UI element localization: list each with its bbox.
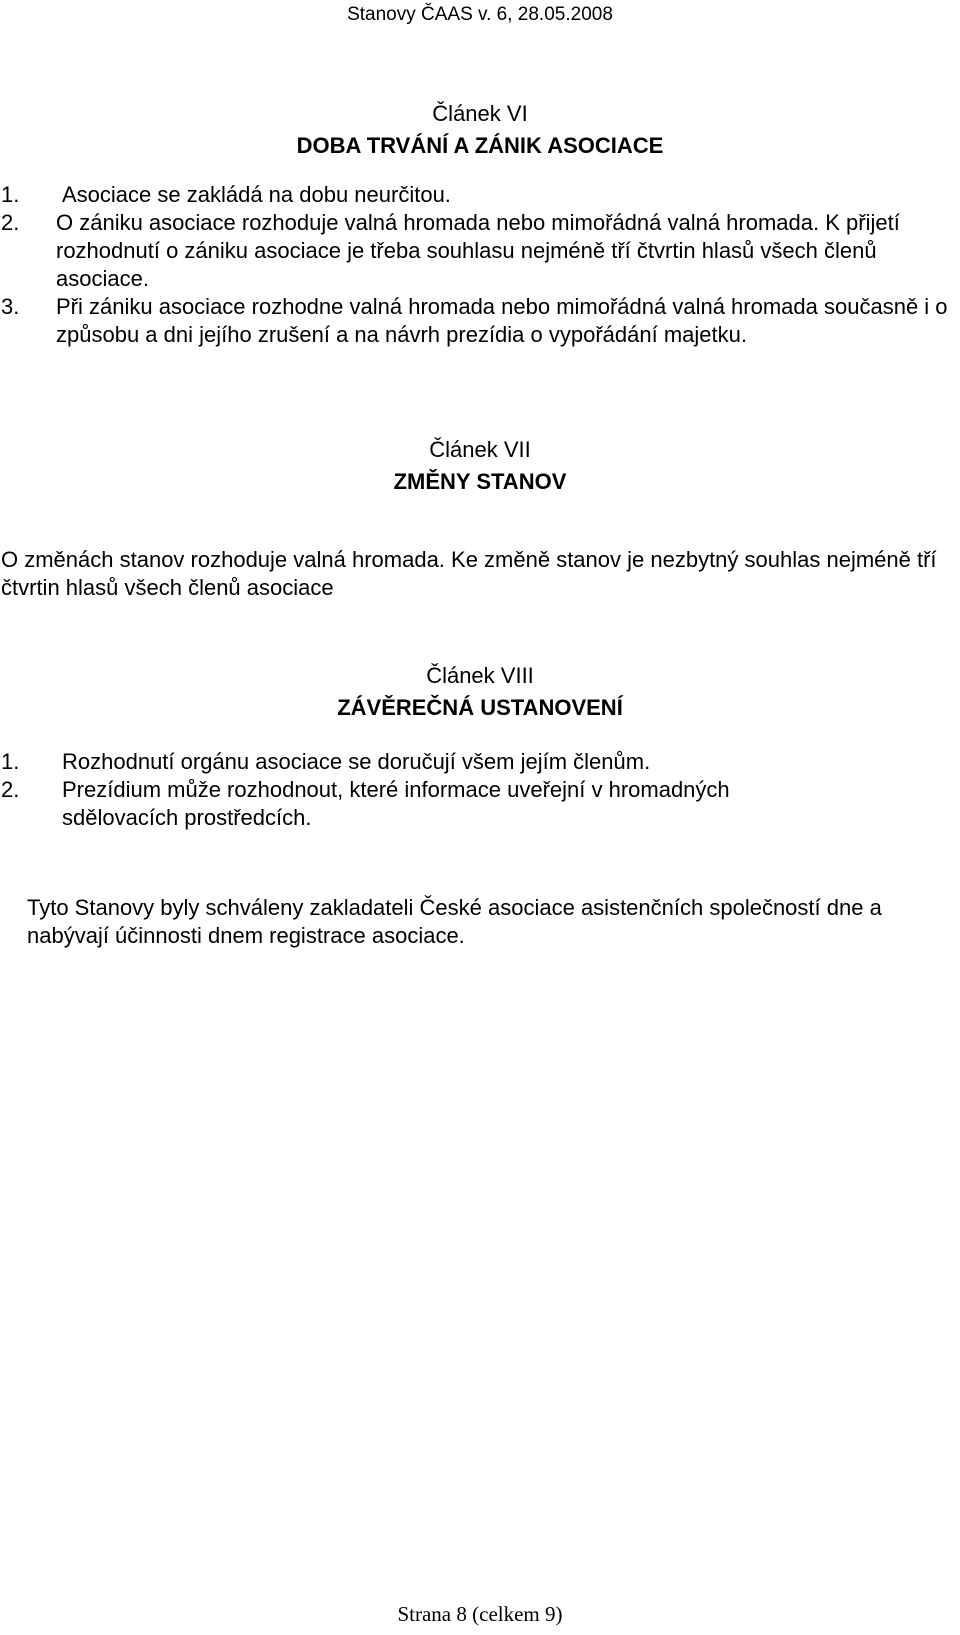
list-item-text: Asociace se zakládá na dobu neurčitou. <box>62 182 451 207</box>
list-item-text: Při zániku asociace rozhodne valná hromada nebo mimořádná valná hromada současně i o způsobu a dni jejího zrušení a na návrh prezídia o vypořádání majetku. <box>56 294 948 347</box>
page-header: Stanovy ČAAS v. 6, 28.05.2008 <box>347 4 613 25</box>
article-8-number: Článek VIII <box>426 663 534 688</box>
article-6-list <box>0 181 958 349</box>
article-7-text: O změnách stanov rozhoduje valná hromada. Ke změně stanov je nezbytný souhlas nejméně tří čtvrtin hlasů všech členů asociace <box>1 547 937 600</box>
article-7-number: Článek VII <box>429 437 531 462</box>
list-item-number: 1. <box>1 749 20 774</box>
article-8-title: ZÁVĚREČNÁ USTANOVENÍ <box>337 695 623 720</box>
list-item <box>0 181 958 209</box>
list-item <box>0 209 958 293</box>
article-8-list <box>0 748 958 832</box>
list-item-text: O zániku asociace rozhoduje valná hromada nebo mimořádná valná hromada. K přijetí rozhodnutí o zániku asociace je třeba souhlasu nejméně tří čtvrtin hlasů všech členů asociace. <box>56 210 900 291</box>
article-7-title: ZMĚNY STANOV <box>393 469 567 494</box>
list-item-number: 3. <box>1 294 20 319</box>
list-item-number: 1. <box>1 182 20 207</box>
list-item-text: Prezídium může rozhodnout, které informace uveřejní v hromadných sdělovacích prostředcích. <box>62 777 730 830</box>
article-7-heading <box>0 434 960 498</box>
article-8-heading <box>0 660 960 724</box>
article-6-title: DOBA TRVÁNÍ A ZÁNIK ASOCIACE <box>296 133 664 158</box>
list-item-number: 2. <box>1 210 20 235</box>
list-item-text: Rozhodnutí orgánu asociace se doručují všem jejím členům. <box>62 749 651 774</box>
list-item <box>0 293 958 349</box>
article-6-heading <box>0 98 960 162</box>
closing-statement: Tyto Stanovy byly schváleny zakladateli České asociace asistenčních společností dne a nabývají účinnosti dnem registrace asociace. <box>27 895 882 948</box>
article-6-number: Článek VI <box>432 101 528 126</box>
list-item <box>0 776 958 832</box>
page-footer: Strana 8 (celkem 9) <box>397 1602 563 1626</box>
list-item-number: 2. <box>1 777 20 802</box>
list-item <box>0 748 958 776</box>
